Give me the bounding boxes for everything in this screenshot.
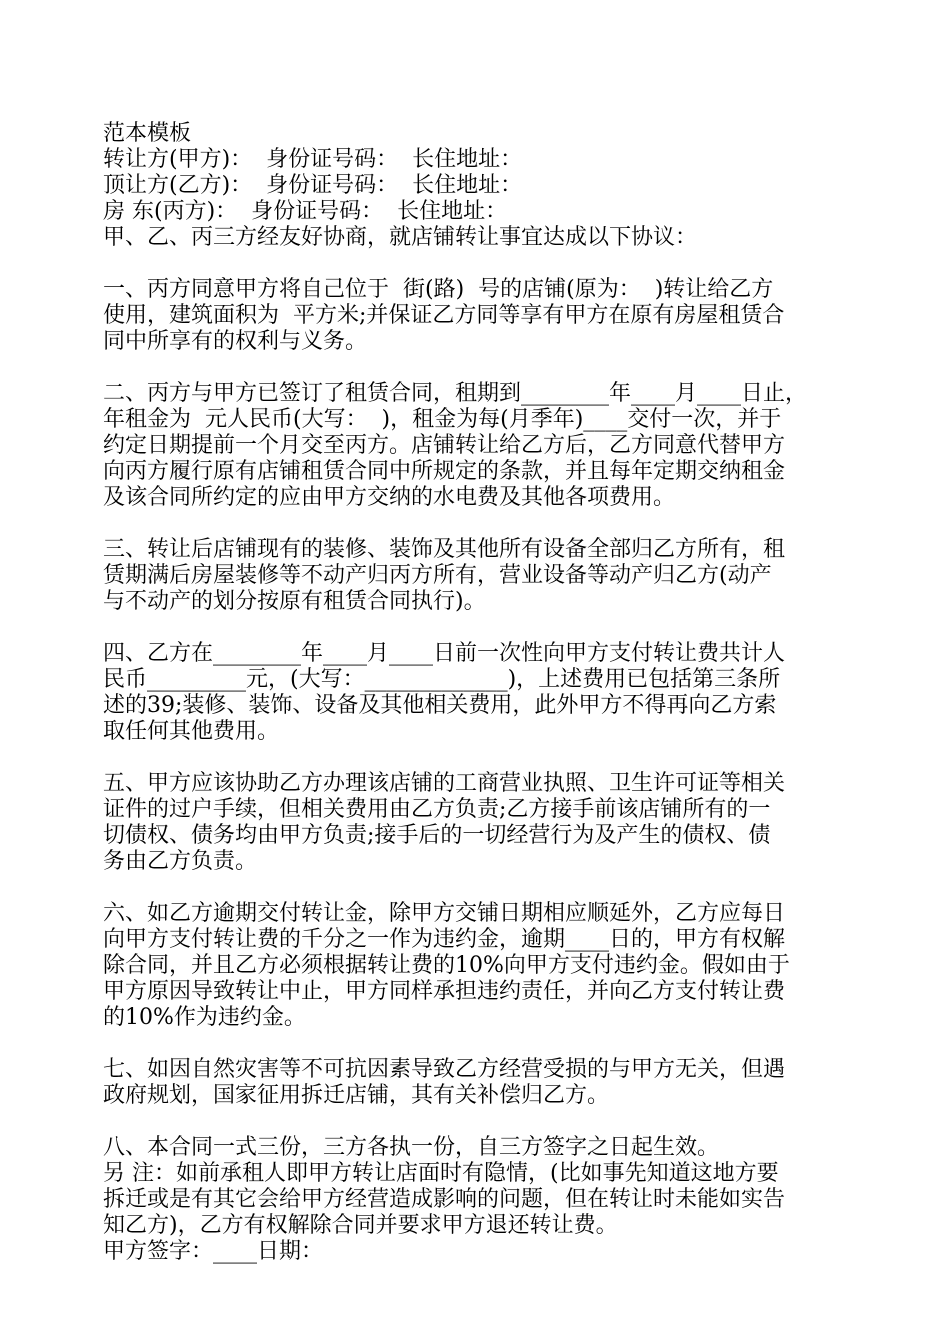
- clause-line: 证件的过户手续，但相关费用由乙方负责;乙方接手前该店铺所有的一: [103, 797, 771, 822]
- contract-footer: [103, 1135, 863, 1265]
- spacer: [103, 511, 863, 537]
- party-a-line: 转让方(甲方)： 身份证号码： 长住地址：: [103, 147, 523, 172]
- clause-1: [103, 277, 863, 355]
- clause-line: 述的39;装修、装饰、设备及其他相关费用，此外甲方不得再向乙方索: [103, 693, 777, 718]
- clause-line: 约定日期提前一个月交至丙方。店铺转让给乙方后，乙方同意代替甲方: [103, 433, 786, 458]
- clause-line: 四、乙方在________年____月____日前一次性向甲方支付转让费共计人: [103, 641, 786, 666]
- spacer: [103, 875, 863, 901]
- clause-line: 六、如乙方逾期交付转让金，除甲方交铺日期相应顺延外，乙方应每日: [103, 901, 786, 926]
- clause-3: [103, 537, 863, 615]
- landlord-line: 房 东(丙方)： 身份证号码： 长住地址：: [103, 199, 508, 224]
- spacer: [103, 745, 863, 771]
- clause-line: 同中所享有的权利与义务。: [103, 329, 368, 354]
- clause-line: 五、甲方应该协助乙方办理该店铺的工商营业执照、卫生许可证等相关: [103, 771, 786, 796]
- clause-line: 向丙方履行原有店铺租赁合同中所规定的条款，并且每年定期交纳租金: [103, 459, 786, 484]
- clause-line: 向甲方支付转让费的千分之一作为违约金，逾期____日的，甲方有权解: [103, 927, 786, 952]
- clause-line: 除合同，并且乙方必须根据转让费的10%向甲方支付违约金。假如由于: [103, 953, 790, 978]
- clause-line: 甲方原因导致转让中止，甲方同样承担违约责任，并向乙方支付转让费: [103, 979, 786, 1004]
- signature-line: 甲方签字：____日期：: [103, 1239, 324, 1264]
- clause-line: 一、丙方同意甲方将自己位于 街(路) 号的店铺(原为： )转让给乙方: [103, 277, 774, 302]
- clause-line: 二、丙方与甲方已签订了租赁合同，租期到________年____月____日止，: [103, 381, 808, 406]
- party-b-line: 顶让方(乙方)： 身份证号码： 长住地址：: [103, 173, 523, 198]
- clause-8-line: 八、本合同一式三份，三方各执一份，自三方签字之日起生效。: [103, 1135, 720, 1160]
- clause-line: 民币_________元，(大写：_____________)，上述费用已包括第三条所: [103, 667, 781, 692]
- document-title: 范本模板: [103, 121, 192, 146]
- spacer: [103, 1109, 863, 1135]
- clause-line: 使用，建筑面积为 平方米;并保证乙方同等享有甲方在原有房屋租赁合: [103, 303, 785, 328]
- spacer: [103, 251, 863, 277]
- clause-line: 赁期满后房屋装修等不动产归丙方所有，营业设备等动产归乙方(动产: [103, 563, 772, 588]
- clause-2: [103, 381, 863, 511]
- clause-7: [103, 1057, 863, 1109]
- contract-header: [103, 121, 863, 251]
- agreement-intro: 甲、乙、丙三方经友好协商，就店铺转让事宜达成以下协议：: [103, 225, 698, 250]
- clause-4: [103, 641, 863, 745]
- spacer: [103, 615, 863, 641]
- clause-line: 取任何其他费用。: [103, 719, 280, 744]
- clause-line: 年租金为 元人民币(大写： )，租金为每(月季年)____交付一次，并于: [103, 407, 782, 432]
- clause-5: [103, 771, 863, 875]
- clause-line: 政府规划，国家征用拆迁店铺，其有关补偿归乙方。: [103, 1083, 610, 1108]
- clause-6: [103, 901, 863, 1031]
- note-line: 拆迁或是有其它会给甲方经营造成影响的问题，但在转让时未能如实告: [103, 1187, 786, 1212]
- note-line: 知乙方)，乙方有权解除合同并要求甲方退还转让费。: [103, 1213, 618, 1238]
- clause-line: 三、转让后店铺现有的装修、装饰及其他所有设备全部归乙方所有，租: [103, 537, 786, 562]
- note-line: 另 注：如前承租人即甲方转让店面时有隐情，(比如事先知道这地方要: [103, 1161, 779, 1186]
- contract-document: [103, 121, 863, 1265]
- clause-line: 务由乙方负责。: [103, 849, 258, 874]
- clause-line: 与不动产的划分按原有租赁合同执行)。: [103, 589, 486, 614]
- spacer: [103, 355, 863, 381]
- clause-line: 七、如因自然灾害等不可抗因素导致乙方经营受损的与甲方无关，但遇: [103, 1057, 786, 1082]
- spacer: [103, 1031, 863, 1057]
- clause-line: 的10%作为违约金。: [103, 1005, 306, 1030]
- clause-line: 及该合同所约定的应由甲方交纳的水电费及其他各项费用。: [103, 485, 676, 510]
- clause-line: 切债权、债务均由甲方负责;接手后的一切经营行为及产生的债权、债: [103, 823, 771, 848]
